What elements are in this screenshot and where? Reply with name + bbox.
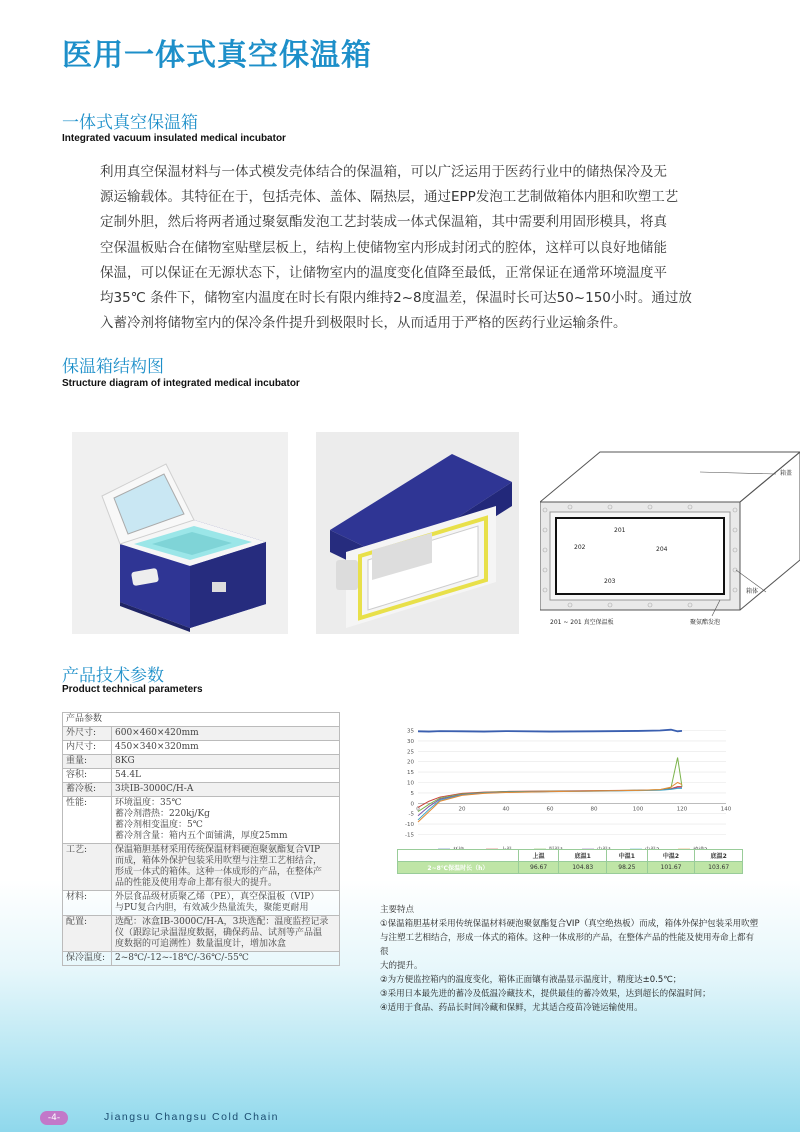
y-tick-label: 15	[407, 770, 414, 777]
structure-heading-cn: 保温箱结构图	[62, 357, 164, 377]
spec-line: 选配：冰盒IB-3000C/H-A，3块选配：温度监控记录	[115, 917, 329, 927]
spec-key: 容积:	[63, 769, 112, 783]
spec-line: 蓄冷剂相变温度：5℃	[115, 820, 203, 830]
spec-line: 仪（跟踪记录温湿度数据，确保药品、试剂等产品温	[115, 928, 323, 938]
y-tick-label: -5	[408, 811, 414, 818]
structure-drawing	[540, 440, 800, 630]
label-203: 203	[604, 578, 616, 585]
spec-line: 蓄冷剂潜热：220kj/Kg	[115, 809, 210, 819]
table-row-label: 2~8℃保温时长（h）	[398, 862, 519, 874]
paragraph-line: 定制外胆，然后将两者通过聚氨酯发泡工艺封装成一体式保温箱，其中需要利用固形模具，将真	[100, 214, 667, 231]
x-tick-label: 140	[720, 806, 732, 813]
paragraph-line: 源运输载体。其特征在于，包括壳体、盖体、隔热层，通过EPP发泡工艺制做箱体内胆和吹塑工艺	[100, 189, 679, 206]
table-row	[398, 850, 743, 862]
incubator-open-image	[72, 432, 288, 634]
label-202: 202	[574, 544, 586, 551]
feature-item: 与注塑工艺相结合，形成一体式的箱体。这种一体成形的产品，在整体产品的性能及使用寿命上都有很	[380, 933, 755, 957]
paragraph-line: 空保温板贴合在储物室贴壁层板上，结构上使储物室内形成封闭式的腔体，这样可以良好地储能	[100, 239, 667, 256]
paragraph-line: 利用真空保温材料与一体式模发壳体结合的保温箱，可以广泛运用于医药行业中的储热保冷及无	[100, 164, 667, 180]
spec-value	[112, 797, 340, 844]
series-line	[418, 783, 682, 823]
x-tick-label: 0	[416, 806, 420, 813]
spec-line: 度数据的可追溯性）数量温度计，增加冰盒	[115, 939, 287, 949]
company-name: Jiangsu Changsu Cold Chain	[104, 1111, 280, 1123]
spec-value	[112, 891, 340, 916]
table-cell: 98.25	[607, 862, 648, 874]
spec-key: 重量:	[63, 755, 112, 769]
table-header-cell: 中温1	[607, 850, 648, 862]
table-header-cell: 中温2	[647, 850, 695, 862]
y-tick-label: 0	[410, 801, 414, 808]
spec-value	[112, 916, 340, 952]
spec-value: 3块IB-3000C/H-A	[112, 783, 340, 797]
spec-line: 形成一体式的箱体。这种一体成形的产品，在整体产	[115, 867, 323, 877]
table-cell: 101.67	[647, 862, 695, 874]
table-row	[63, 844, 340, 891]
table-row	[63, 891, 340, 916]
x-tick-label: 80	[590, 806, 598, 813]
y-tick-label: 5	[410, 790, 414, 797]
y-tick-label: 20	[407, 759, 414, 766]
spec-value: 450×340×320mm	[112, 741, 340, 755]
section-heading-en: Integrated vacuum insulated medical incubator	[62, 133, 286, 144]
incubator-section-image	[316, 432, 519, 634]
label-body: 箱体	[746, 588, 759, 595]
label-vip: 201 ~ 201 真空保温板	[550, 619, 614, 626]
table-row	[63, 952, 340, 966]
features-block	[380, 903, 760, 1015]
feature-item: 大的提升。	[380, 961, 423, 971]
spec-line: 外层食品级材质聚乙烯（PE），真空保温板（VIP）	[115, 892, 320, 902]
x-tick-label: 60	[546, 806, 554, 813]
spec-table-header: 产品参数	[63, 713, 340, 727]
page-title: 医用一体式真空保温箱	[62, 38, 372, 73]
label-foam: 聚氨酯发泡	[690, 619, 721, 626]
spec-key: 外尺寸:	[63, 727, 112, 741]
y-tick-label: 35	[407, 728, 414, 735]
table-header-cell: 底温1	[559, 850, 607, 862]
spec-key: 材料:	[63, 891, 112, 916]
label-204: 204	[656, 546, 668, 553]
spec-value: 600×460×420mm	[112, 727, 340, 741]
spec-line: 品的性能及使用寿命上都有很大的提升。	[115, 878, 278, 888]
table-cell: 104.83	[559, 862, 607, 874]
y-tick-label: -10	[405, 822, 414, 829]
hold-time-table	[397, 849, 743, 874]
spec-key: 内尺寸:	[63, 741, 112, 755]
spec-key: 工艺:	[63, 844, 112, 891]
params-heading-en: Product technical parameters	[62, 684, 203, 695]
spec-key: 保冷温度:	[63, 952, 112, 966]
paragraph-line: 保温，可以保证在无源状态下，让储物室内的温度变化值降至最低，正常保证在通常环境温度平	[100, 264, 667, 281]
x-tick-label: 100	[632, 806, 644, 813]
table-header-cell: 底温2	[695, 850, 743, 862]
spec-key: 性能:	[63, 797, 112, 844]
table-row	[63, 916, 340, 952]
params-heading-cn: 产品技术参数	[62, 666, 164, 686]
section-heading-cn: 一体式真空保温箱	[62, 113, 198, 133]
x-tick-label: 120	[676, 806, 688, 813]
spec-value	[112, 844, 340, 891]
table-row	[63, 755, 340, 769]
x-tick-label: 40	[502, 806, 510, 813]
label-201: 201	[614, 527, 626, 534]
spec-line: 保温箱胆基材采用传统保温材料硬泡聚氨酯复合VIP	[115, 845, 321, 855]
spec-value: 8KG	[112, 755, 340, 769]
structure-heading-en: Structure diagram of integrated medical incubator	[62, 378, 300, 389]
page-number: -4-	[40, 1111, 68, 1125]
table-cell: 103.67	[695, 862, 743, 874]
paragraph-line: 入蓄冷剂将储物室内的保冷条件提升到极限时长，从而适用于严格的医药行业运输条件。	[100, 315, 627, 332]
spec-line: 环境温度：35℃	[115, 798, 182, 808]
spec-value: 54.4L	[112, 769, 340, 783]
y-tick-label: 10	[407, 780, 414, 787]
table-header-cell	[398, 850, 519, 862]
label-lid: 箱盖	[780, 470, 793, 477]
y-tick-label: 30	[407, 738, 414, 745]
table-row	[63, 769, 340, 783]
features-title: 主要特点	[380, 905, 415, 915]
table-row	[63, 797, 340, 844]
temperature-chart	[396, 713, 748, 870]
feature-item: ②为方便监控箱内的温度变化，箱体正面镶有液晶显示温度计，精度达±0.5℃；	[380, 975, 682, 985]
feature-item: ③采用日本最先进的蓄冷及低温冷藏技术，提供最佳的蓄冷效果，达到超长的保温时间；	[380, 989, 711, 999]
spec-line: 与PU复合内胆，有效减少热量流失，聚能更耐用	[115, 903, 309, 913]
feature-item: ④适用于食品、药品长时间冷藏和保鲜，尤其适合疫苗冷链运输使用。	[380, 1003, 643, 1013]
table-row	[63, 783, 340, 797]
table-cell: 96.67	[518, 862, 559, 874]
x-tick-label: 20	[458, 806, 466, 813]
y-tick-label: 25	[407, 749, 414, 756]
spec-key: 配置:	[63, 916, 112, 952]
spec-key: 蓄冷板:	[63, 783, 112, 797]
intro-paragraph	[100, 160, 700, 336]
spec-table	[62, 712, 340, 966]
paragraph-line: 均35℃ 条件下，储物室内温度在时长有限内维持2~8度温差，保温时长可达50~150小时。通过放	[100, 290, 692, 307]
feature-item: ①保温箱胆基材采用传统保温材料硬泡聚氨酯复合VIP（真空绝热板）而成，箱体外保护包装采用吹塑	[380, 919, 759, 929]
table-row	[398, 862, 743, 874]
spec-line: 而成，箱体外保护包装采用吹塑与注塑工艺相结合，	[115, 856, 323, 866]
spec-value: 2~8℃/-12~-18℃/-36℃/-55℃	[112, 952, 340, 966]
spec-line: 蓄冷剂含量：箱内五个面铺满，厚度25mm	[115, 831, 288, 841]
table-row	[63, 727, 340, 741]
table-header-cell: 上温	[518, 850, 559, 862]
y-tick-label: -15	[405, 832, 414, 839]
table-row	[63, 741, 340, 755]
